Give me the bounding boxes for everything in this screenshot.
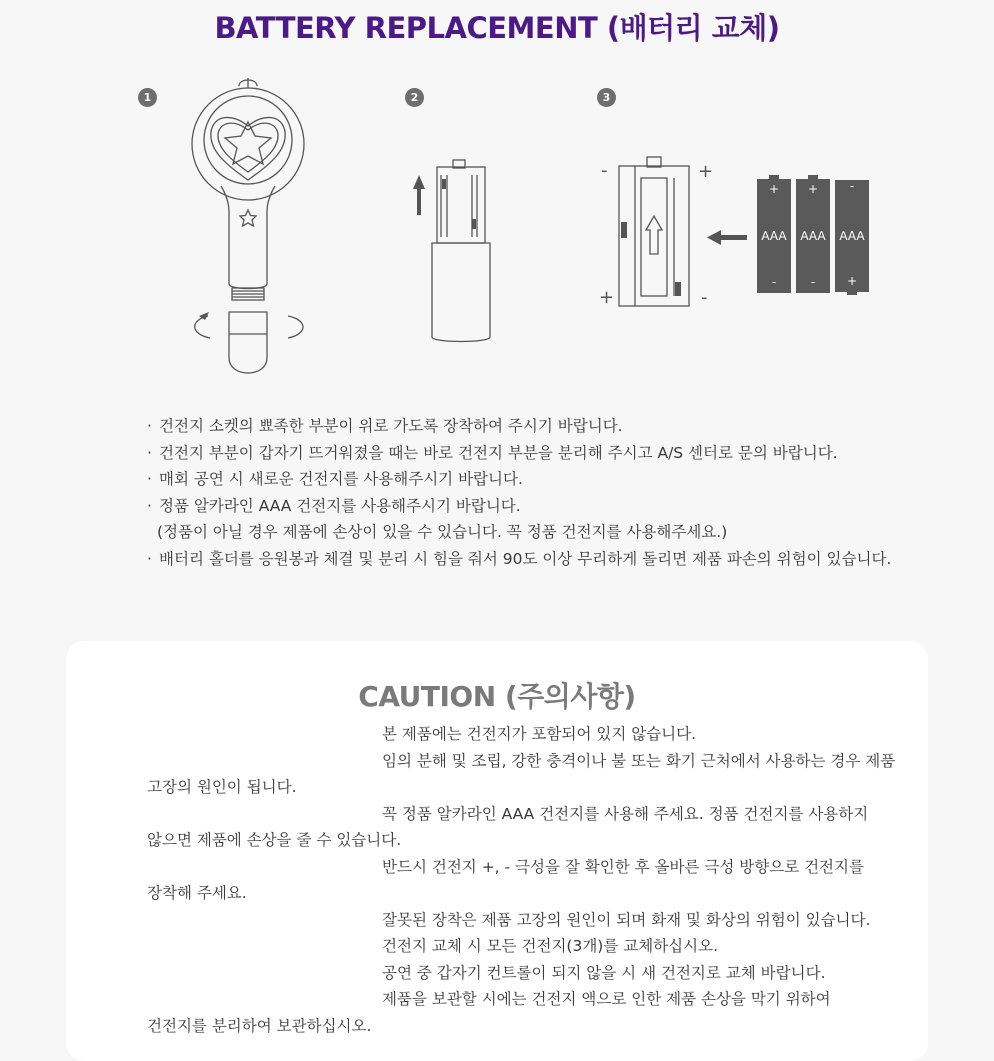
step-number-2: 2 [405, 88, 424, 107]
list-item: · 건전지 소켓의 뾰족한 부분이 위로 가도록 장착하여 주시기 바랍니다. [147, 417, 623, 435]
battery-holder-pull-illustration [408, 155, 498, 345]
list-item: · 배터리 홀더를 응원봉과 체결 및 분리 시 힘을 줘서 90도 이상 무리하게 돌리면 제품 파손의 위험이 있습니다. [147, 549, 892, 568]
caution-line: 잘못된 장착은 제품 고장의 원인이 되며 화재 및 화상의 위험이 있습니다. [382, 910, 871, 929]
step-number-3: 3 [597, 88, 616, 107]
caution-line: 공연 중 갑자기 컨트롤이 되지 않을 시 새 건전지로 교체 바랍니다. [382, 963, 826, 982]
caution-line: 않으면 제품에 손상을 줄 수 있습니다. [147, 831, 402, 849]
caution-line: 건전지 교체 시 모든 건전지(3개)를 교체하십시오. [382, 937, 719, 955]
list-item: · 매회 공연 시 새로운 건전지를 사용해주시기 바랍니다. [147, 470, 523, 488]
list-item-sub: (정품이 아닐 경우 제품에 손상이 있을 수 있습니다. 꼭 정품 건전지를 사용해주세요.) [157, 523, 728, 541]
caution-line: 본 제품에는 건전지가 포함되어 있지 않습니다. [382, 725, 697, 743]
holder-plus-bottom-left: + [599, 287, 615, 308]
holder-minus-bottom-right: - [701, 287, 708, 308]
holder-minus-top-left: - [601, 160, 608, 181]
caution-text [147, 721, 896, 1039]
caution-line: 반드시 건전지 +, - 극성을 잘 확인한 후 올바른 극성 방향으로 건전지를 [382, 857, 864, 876]
caution-line: 건전지를 분리하여 보관하십시오. [147, 1016, 372, 1035]
battery-insert-illustration [595, 152, 875, 314]
aaa-battery: + AAA - [757, 179, 791, 293]
caution-line: 고장의 원인이 됩니다. [147, 778, 297, 796]
lightstick-twist-illustration [185, 72, 315, 384]
caution-line: 꼭 정품 알카라인 AAA 건전지를 사용해 주세요. 정품 건전지를 사용하지 [382, 804, 869, 823]
caution-line: 임의 분해 및 조립, 강한 충격이나 불 또는 화기 근처에서 사용하는 경우 제품 [382, 751, 896, 770]
caution-line: 장착해 주세요. [147, 884, 247, 902]
battery-notes-list [147, 413, 907, 572]
caution-title: CAUTION (주의사항) [358, 680, 636, 713]
caution-line: 제품을 보관할 시에는 건전지 액으로 인한 제품 손상을 막기 위하여 [382, 990, 831, 1008]
page-title: BATTERY REPLACEMENT (배터리 교체) [214, 11, 780, 45]
list-item: · 정품 알카라인 AAA 건전지를 사용해주시기 바랍니다. [147, 496, 521, 515]
list-item: · 건전지 부분이 갑자기 뜨거워졌을 때는 바로 건전지 부분을 분리해 주시고 A/S 센터로 문의 바랍니다. [147, 443, 838, 462]
holder-plus-top-right: + [698, 161, 714, 182]
aaa-battery: - AAA + [835, 180, 869, 292]
step-number-1: 1 [138, 88, 157, 107]
aaa-battery: + AAA - [796, 179, 830, 293]
